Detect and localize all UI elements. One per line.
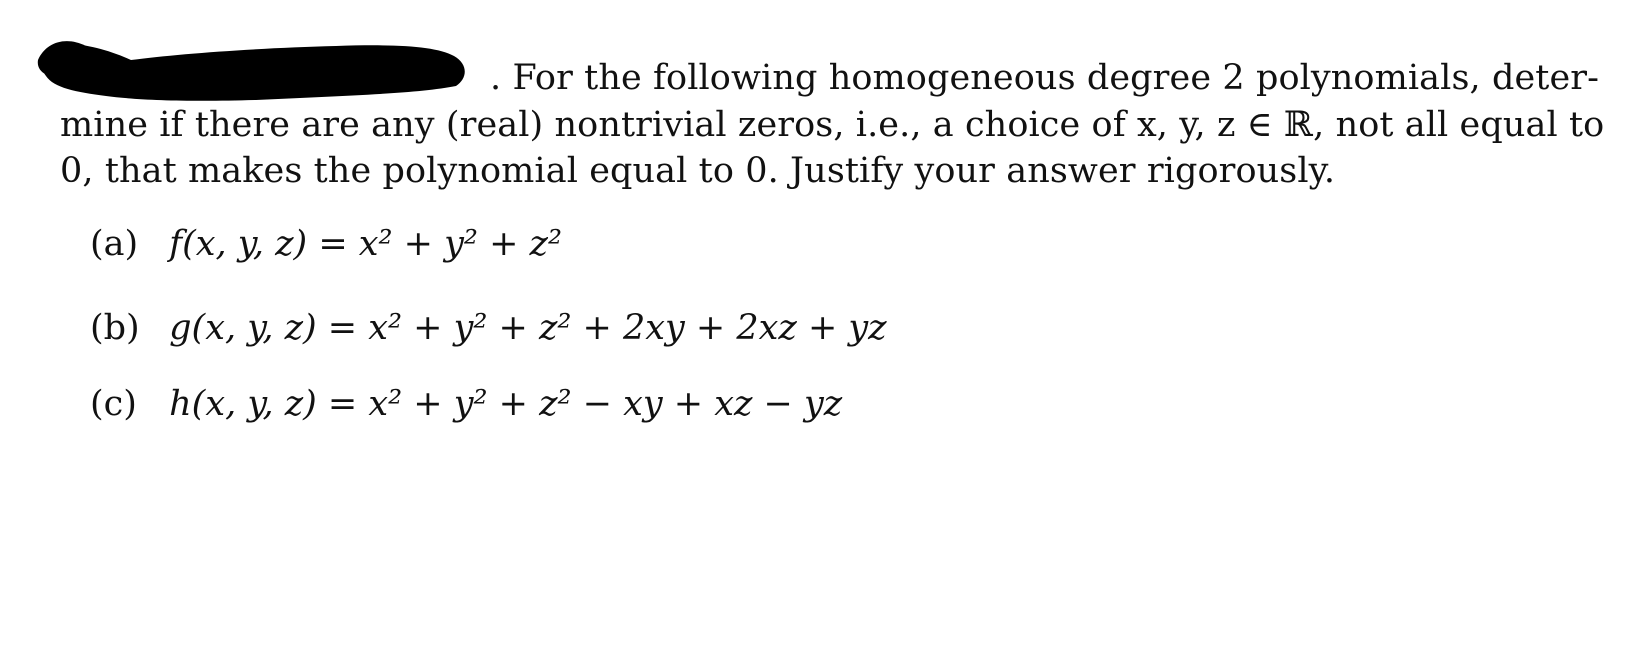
problem-line-2: mine if there are any (real) nontrivial zeros, i.e., a choice of x, y, z ∈ ℝ, not all equal to (60, 105, 1605, 145)
part-a-expression: f(x, y, z) = x² + y² + z² (169, 224, 562, 264)
part-c (90, 382, 842, 426)
redaction-mark (36, 30, 474, 106)
part-b-label: (b) (90, 308, 140, 348)
part-a (90, 222, 562, 266)
problem-line-1: . For the following homogeneous degree 2 polynomials, deter- (490, 58, 1600, 98)
part-c-expression: h(x, y, z) = x² + y² + z² − xy + xz − yz (169, 384, 843, 424)
part-a-label: (a) (90, 224, 139, 264)
part-b-expression: g(x, y, z) = x² + y² + z² + 2xy + 2xz + yz (169, 308, 887, 348)
part-c-label: (c) (90, 384, 137, 424)
part-b (90, 306, 887, 350)
problem-line-3: 0, that makes the polynomial equal to 0. Justify your answer rigorously. (60, 151, 1336, 191)
